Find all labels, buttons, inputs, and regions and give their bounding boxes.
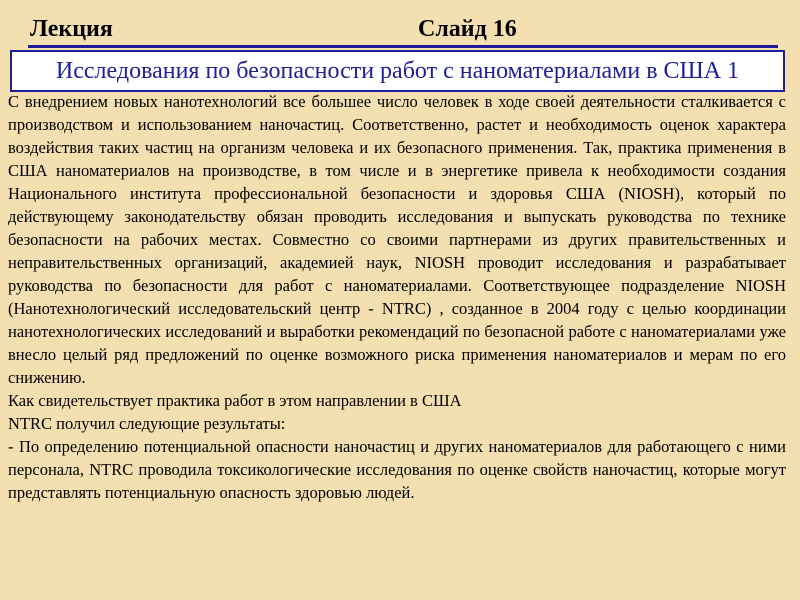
body-paragraph-1: С внедрением новых нанотехнологий все большее число человек в ходе своей деятельности сталкивается с производством и использованием наночастиц. Соответственно, растет и необходимость оценок характера воздействия таких частиц на организм человека и их безопасного применения. Так, практика применения в США наноматериалов на производстве, в том числе и в энергетике привела к необходимости создания Национального института профессиональной безопасности и здоровья США (NIOSH), который по действующему законодательству обязан проводить исследования и выпускать руководства по технике безопасности на рабочих местах. Совместно со своими партнерами из других правительственных и неправительственных организаций, академией наук, NIOSH проводит исследования и разрабатывает руководства по безопасности для работ с наноматериалами. Соответствующее подразделение NIOSH (Нанотехнологический исследовательский центр - NTRC) , созданное в 2004 году с целью координации нанотехнологических исследований и выработки рекомендаций по безопасной работе с наноматериалами уже внесло целый ряд предложений по оценке возможного риска применения наноматериалов и мерам по его снижению.	[8, 92, 786, 387]
slide-number-label: Слайд 16	[418, 16, 517, 42]
body-paragraph-4: - По определению потенциальной опасности наночастиц и других наноматериалов для работающего с ними персонала, NTRC проводила токсикологические исследования по оценке свойств наночастиц, которые могут представлять потенциальную опасность здоровью людей.	[8, 437, 786, 502]
lecture-label: Лекция	[30, 16, 113, 42]
slide-body	[8, 90, 786, 504]
body-paragraph-2: Как свидетельствует практика работ в этом направлении в США	[8, 391, 462, 410]
header-divider	[28, 45, 778, 48]
body-paragraph-3: NTRC получил следующие результаты:	[8, 414, 286, 433]
slide-title: Исследования по безопасности работ с наноматериалами в США 1	[10, 50, 785, 92]
